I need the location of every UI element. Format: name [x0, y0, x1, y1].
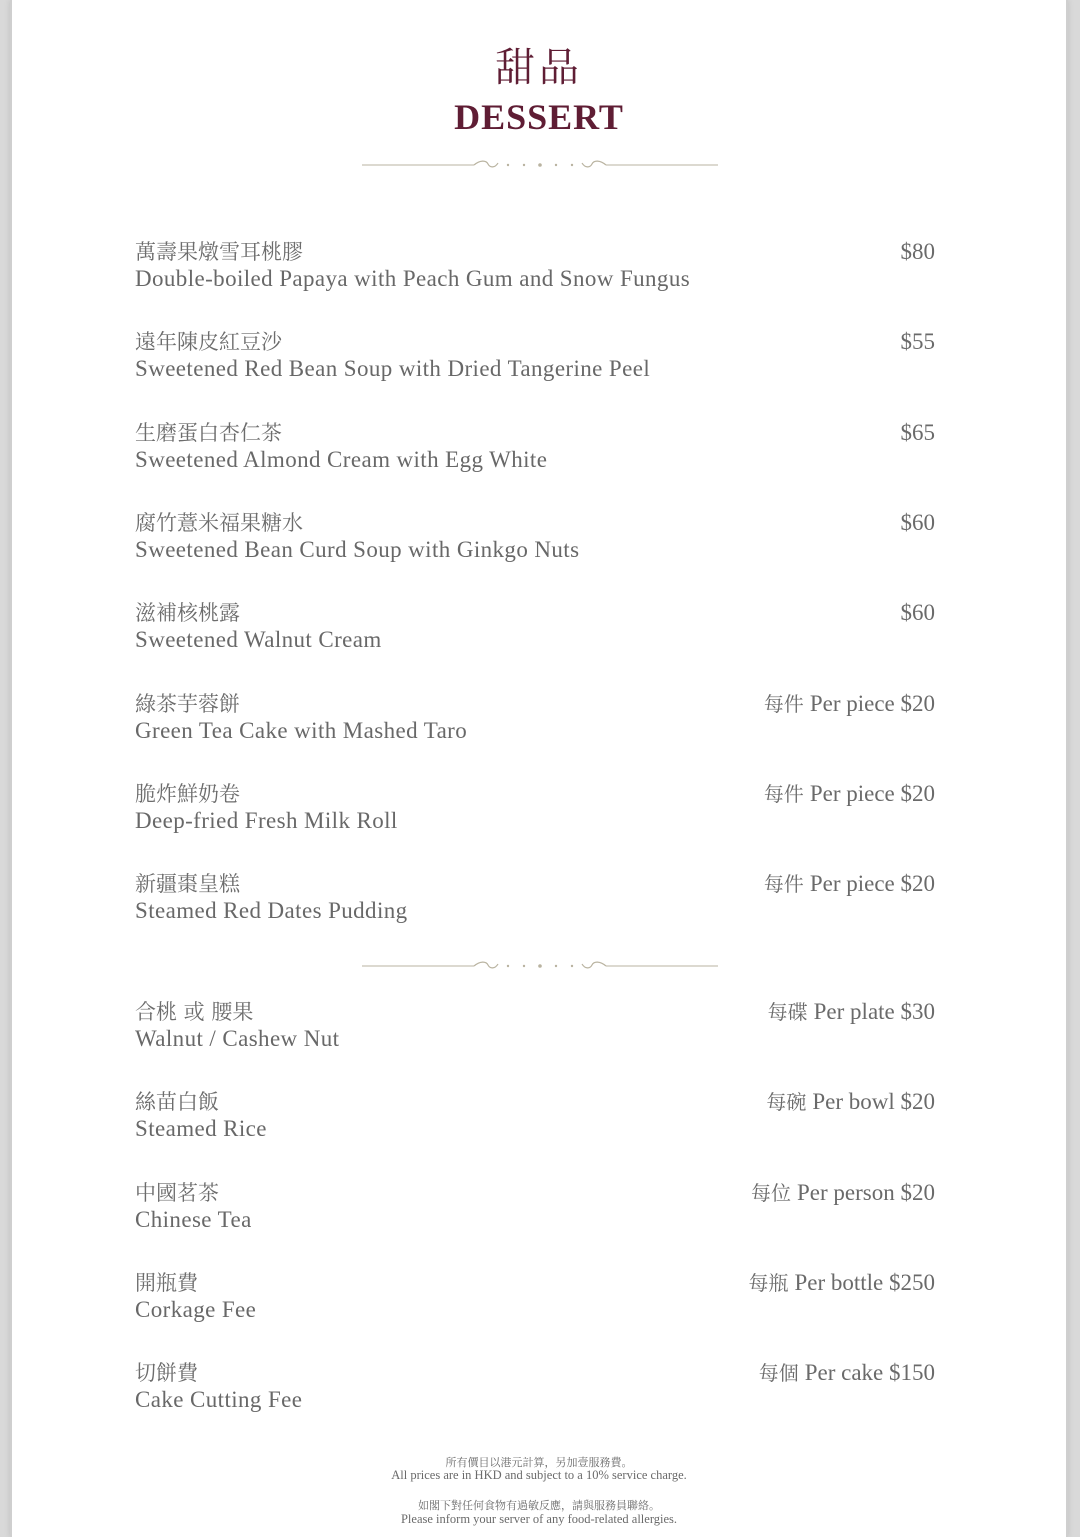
- price-amount: Per bottle $250: [794, 1269, 935, 1295]
- item-price: [764, 870, 935, 898]
- price-amount: $60: [900, 509, 935, 535]
- item-price: [766, 1088, 935, 1116]
- allergy-note-chinese: 如閣下對任何食物有過敏反應，請與服務員聯絡。: [418, 1499, 660, 1512]
- price-amount: Per person $20: [797, 1179, 935, 1205]
- item-name-chinese: 合桃 或 腰果: [135, 1000, 254, 1024]
- price-unit-chinese: 每位: [751, 1180, 792, 1205]
- menu-page: [10, 0, 1068, 1537]
- menu-item: [135, 998, 935, 1068]
- menu-item: [135, 419, 935, 489]
- page-right-edge: [1066, 0, 1068, 1537]
- item-price: [901, 419, 936, 447]
- price-unit-chinese: 每碗: [766, 1090, 807, 1115]
- allergy-note-english: Please inform your server of any food-related allergies.: [400, 1512, 678, 1526]
- item-name-chinese: 切餅費: [135, 1361, 198, 1386]
- item-name-english: Deep-fried Fresh Milk Roll: [135, 807, 398, 833]
- item-price: [901, 238, 936, 266]
- price-amount: Per bowl $20: [812, 1089, 935, 1115]
- item-name-chinese: 絲苗白飯: [135, 1090, 219, 1115]
- item-name-chinese: 遠年陳皮紅豆沙: [135, 330, 282, 355]
- item-price: [751, 1179, 935, 1207]
- price-unit-chinese: 每碟: [767, 1000, 808, 1024]
- item-name-english: Double-boiled Papaya with Peach Gum and Snow Fungus: [135, 266, 691, 291]
- item-name-english: Sweetened Almond Cream with Egg White: [135, 446, 548, 472]
- price-amount: $60: [900, 600, 935, 626]
- menu-item: [135, 870, 935, 940]
- item-name-english: Cake Cutting Fee: [135, 1387, 303, 1413]
- menu-title-chinese: 甜品: [495, 45, 583, 91]
- item-name-chinese: 新疆棗皇糕: [135, 872, 240, 897]
- item-name-chinese: 滋補核桃露: [135, 601, 240, 626]
- menu-item: [135, 780, 935, 850]
- item-name-chinese: 脆炸鮮奶卷: [135, 781, 240, 806]
- item-name-chinese: 綠茶芋蓉餅: [135, 691, 240, 716]
- page-left-edge: [10, 0, 12, 1537]
- price-amount: $80: [900, 239, 935, 264]
- menu-title-english: DESSERT: [454, 97, 624, 137]
- price-amount: Per plate $30: [813, 999, 935, 1024]
- menu-item: [135, 599, 935, 669]
- item-price: [901, 328, 936, 356]
- price-amount: $65: [900, 419, 935, 445]
- menu-item: [135, 328, 935, 398]
- item-price: [764, 690, 935, 718]
- item-price: [901, 509, 936, 537]
- price-amount: Per cake $150: [804, 1360, 935, 1386]
- item-name-english: Sweetened Red Bean Soup with Dried Tangerine Peel: [135, 356, 651, 382]
- item-price: [759, 1359, 935, 1387]
- item-name-english: Steamed Red Dates Pudding: [135, 898, 408, 924]
- menu-item: [135, 1179, 935, 1249]
- price-unit-chinese: 每個: [758, 1361, 799, 1386]
- price-amount: Per piece $20: [809, 871, 935, 897]
- menu-item: [135, 690, 935, 760]
- ornamental-divider-middle: [362, 959, 718, 973]
- item-price: [768, 998, 935, 1026]
- price-amount: $55: [900, 329, 935, 355]
- price-amount: Per piece $20: [809, 780, 935, 806]
- menu-item: [135, 1088, 935, 1158]
- menu-item: [135, 1269, 935, 1339]
- item-name-english: Walnut / Cashew Nut: [135, 1026, 340, 1051]
- item-price: [748, 1269, 935, 1297]
- item-name-english: Corkage Fee: [135, 1296, 257, 1322]
- item-name-chinese: 生磨蛋白杏仁茶: [135, 420, 282, 445]
- item-price: [764, 780, 935, 808]
- item-price: [901, 599, 936, 627]
- item-name-chinese: 中國茗茶: [135, 1180, 219, 1205]
- item-name-english: Sweetened Bean Curd Soup with Ginkgo Nuts: [135, 536, 580, 562]
- service-charge-note-english: All prices are in HKD and subject to a 10% service charge.: [391, 1468, 687, 1482]
- item-name-chinese: 開瓶費: [135, 1270, 198, 1295]
- item-name-english: Chinese Tea: [135, 1206, 252, 1232]
- ornamental-divider-top: [362, 158, 718, 172]
- item-name-english: Sweetened Walnut Cream: [135, 627, 382, 653]
- item-name-chinese: 腐竹薏米福果糖水: [135, 510, 303, 535]
- item-name-english: Green Tea Cake with Mashed Taro: [135, 717, 468, 743]
- menu-item: [135, 1359, 935, 1429]
- price-unit-chinese: 每件: [763, 691, 804, 716]
- price-unit-chinese: 每瓶: [748, 1270, 789, 1295]
- price-unit-chinese: 每件: [763, 781, 804, 806]
- price-amount: Per piece $20: [809, 690, 935, 716]
- menu-item: [135, 509, 935, 579]
- item-name-english: Steamed Rice: [135, 1116, 267, 1142]
- service-charge-note-chinese: 所有價目以港元計算，另加壹服務費。: [445, 1456, 633, 1469]
- item-name-chinese: 萬壽果燉雪耳桃膠: [135, 240, 303, 264]
- price-unit-chinese: 每件: [763, 872, 804, 897]
- menu-item: [135, 238, 935, 308]
